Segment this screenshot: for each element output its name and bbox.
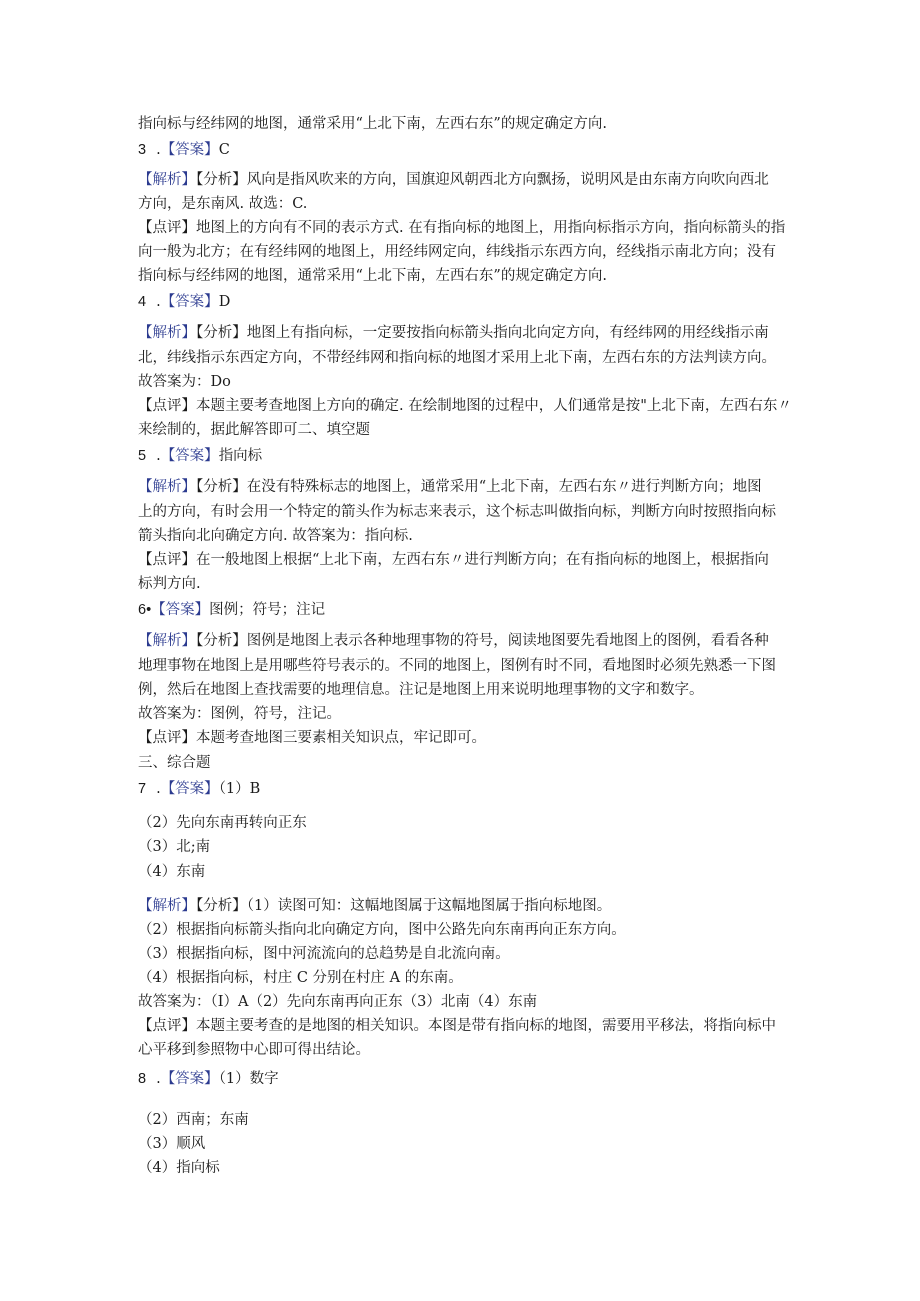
text-line xyxy=(138,1110,788,1130)
answer-tag: 【答案】 xyxy=(160,448,219,464)
question-number: 8 xyxy=(138,1071,147,1087)
text-line xyxy=(138,526,788,546)
line-text: C xyxy=(218,142,230,158)
answer-tag: 【答案】 xyxy=(160,142,219,158)
line-text: 来绘制的，据此解答即可二、填空题 xyxy=(138,422,370,438)
answer-tag: 【答案】 xyxy=(160,294,219,310)
line-text: 方向，是东南风. 故选：C. xyxy=(138,196,308,212)
analysis-tag: 【解析】 xyxy=(138,479,196,495)
text-line xyxy=(138,753,788,773)
line-text: D xyxy=(218,294,231,310)
answer-tag: 【答案】 xyxy=(160,1071,219,1087)
text-line xyxy=(138,1158,788,1178)
text-line xyxy=(138,992,788,1012)
answer-tag: 【答案】 xyxy=(151,602,210,618)
question-answer-line xyxy=(138,779,788,799)
line-text: 【点评】本题考查地图三要素相关知识点，牢记即可。 xyxy=(138,730,486,746)
text-line xyxy=(138,968,788,988)
question-number: 4 xyxy=(138,294,147,310)
line-text: 指向标与经纬网的地图，通常采用“上北下南，左西右东”的规定确定方向. xyxy=(138,116,607,132)
line-text: （3）根据指向标，图中河流流向的总趋势是自北流向南。 xyxy=(138,946,510,962)
text-line xyxy=(138,574,788,594)
line-text: （3）北;南 xyxy=(138,839,211,855)
question-answer-line xyxy=(138,446,788,466)
question-number: 6• xyxy=(138,602,152,618)
text-line xyxy=(138,502,788,522)
line-text: （3）顺风 xyxy=(138,1136,206,1152)
text-line xyxy=(138,420,788,440)
line-text: 图例；符号；注记 xyxy=(209,602,326,618)
question-answer-line xyxy=(138,1069,788,1089)
text-line xyxy=(138,1016,788,1036)
analysis-line xyxy=(138,323,788,343)
analysis-line xyxy=(138,631,788,651)
question-separator: . xyxy=(156,1071,161,1087)
question-separator: . xyxy=(156,294,161,310)
text-line xyxy=(138,704,788,724)
line-text: 【分析】（1）读图可知：这幅地图属于这幅地图属于指向标地图。 xyxy=(196,898,612,914)
question-answer-line xyxy=(138,292,788,312)
analysis-line xyxy=(138,477,788,497)
line-text: 【点评】在一般地图上根据“上北下南，左西右东〃进行判断方向；在有指向标的地图上，根据指向 xyxy=(138,552,769,568)
analysis-tag: 【解析】 xyxy=(138,325,196,341)
line-text: 【点评】本题主要考查地图上方向的确定. 在绘制地图的过程中，人们通常是按"上北下南，左西右东〃 xyxy=(138,398,792,414)
text-line xyxy=(138,944,788,964)
line-text: 指向标与经纬网的地图，通常采用“上北下南，左西右东”的规定确定方向. xyxy=(138,268,607,284)
text-line xyxy=(138,920,788,940)
question-number: 7 xyxy=(138,781,147,797)
line-text: 【分析】图例是地图上表示各种地理事物的符号，阅读地图要先看地图上的图例，看看各种 xyxy=(196,633,769,649)
line-text: （2）先向东南再转向正东 xyxy=(138,815,307,831)
text-line xyxy=(138,680,788,700)
line-text: 【点评】地图上的方向有不同的表示方式. 在有指向标的地图上，用指向标指示方向，指向标箭头的指 xyxy=(138,220,786,236)
analysis-tag: 【解析】 xyxy=(138,172,196,188)
text-line xyxy=(138,813,788,833)
line-text: 故答案为：Do xyxy=(138,374,231,390)
line-text: 箭头指向北向确定方向. 故答案为：指向标. xyxy=(138,528,413,544)
text-line xyxy=(138,218,788,238)
text-line xyxy=(138,1040,788,1060)
line-text: （1）数字 xyxy=(218,1071,279,1087)
line-text: 北，纬线指示东西定方向，不带经纬网和指向标的地图才采用上北下南，左西右东的方法判读方向。 xyxy=(138,350,776,366)
line-text: 【分析】地图上有指向标，一定要按指向标箭头指向北向定方向，有经纬网的用经线指示南 xyxy=(196,325,769,341)
line-text: 上的方向，有时会用一个特定的箭头作为标志来表示，这个标志叫做指向标，判断方向时按照指向标 xyxy=(138,504,776,520)
question-number: 3 xyxy=(138,142,147,158)
line-text: 【分析】在没有特殊标志的地图上，通常采用“上北下南，左西右东〃进行判断方向；地图 xyxy=(196,479,762,495)
line-text: （4）指向标 xyxy=(138,1160,220,1176)
analysis-line xyxy=(138,896,788,916)
question-number: 5 xyxy=(138,448,147,464)
line-text: 故答案为：（I）A（2）先向东南再向正东（3）北南（4）东南 xyxy=(138,994,538,1010)
line-text: 向一般为北方；在有经纬网的地图上，用经纬网定向，纬线指示东西方向，经线指示南北方向；没有 xyxy=(138,244,776,260)
question-separator: . xyxy=(156,781,161,797)
line-text: 【分析】风向是指风吹来的方向，国旗迎风朝西北方向飘扬，说明风是由东南方向吹向西北 xyxy=(196,172,769,188)
line-text: 标判方向. xyxy=(138,576,201,592)
line-text: （2）西南；东南 xyxy=(138,1112,249,1128)
question-answer-line xyxy=(138,600,788,620)
line-text: 故答案为：图例，符号，注记。 xyxy=(138,706,341,722)
line-text: （2）根据指向标箭头指向北向确定方向，图中公路先向东南再向正东方向。 xyxy=(138,922,626,938)
analysis-tag: 【解析】 xyxy=(138,633,196,649)
answer-tag: 【答案】 xyxy=(160,781,219,797)
text-line xyxy=(138,194,788,214)
line-text: （4）东南 xyxy=(138,864,206,880)
text-line xyxy=(138,1134,788,1154)
text-line xyxy=(138,372,788,392)
text-line xyxy=(138,266,788,286)
question-separator: . xyxy=(156,142,161,158)
text-line xyxy=(138,348,788,368)
line-text: 例，然后在地图上查找需要的地理信息。注记是地图上用来说明地理事物的文字和数字。 xyxy=(138,682,704,698)
analysis-line xyxy=(138,170,788,190)
question-separator: . xyxy=(156,448,161,464)
question-answer-line xyxy=(138,140,788,160)
line-text: （4）根据指向标，村庄 C 分别在村庄 A 的东南。 xyxy=(138,970,463,986)
line-text: 心平移到参照物中心即可得出结论。 xyxy=(138,1042,370,1058)
line-text: 指向标 xyxy=(218,448,263,464)
text-line xyxy=(138,656,788,676)
text-line xyxy=(138,550,788,570)
line-text: 【点评】本题主要考查的是地图的相关知识。本图是带有指向标的地图，需要用平移法，将指向标中 xyxy=(138,1018,776,1034)
text-line xyxy=(138,862,788,882)
line-text: （1）B xyxy=(218,781,261,797)
text-line xyxy=(138,728,788,748)
text-line xyxy=(138,837,788,857)
line-text: 地理事物在地图上是用哪些符号表示的。不同的地图上，图例有时不同，看地图时必须先熟悉一下图 xyxy=(138,658,776,674)
analysis-tag: 【解析】 xyxy=(138,898,196,914)
line-text: 三、综合题 xyxy=(138,755,211,771)
text-line xyxy=(138,396,792,416)
text-line xyxy=(138,242,788,262)
text-line xyxy=(138,114,788,134)
